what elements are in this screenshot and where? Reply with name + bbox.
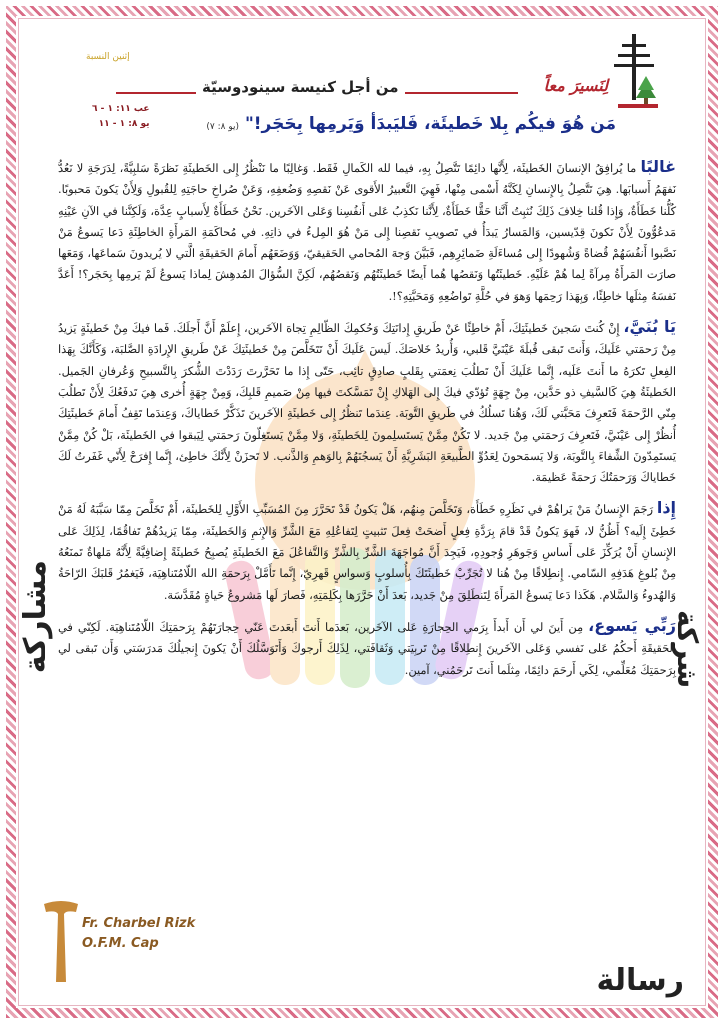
page-title: [206, 114, 616, 134]
author-name: [82, 914, 195, 954]
author-line-2: O.F.M. Cap: [82, 936, 159, 951]
paragraph: [58, 615, 676, 681]
title-text: مَن هُوَ فيكُم بِلا خَطيئَة، فَليَبدَأ وَيَرمِها بِحَجَر!": [244, 114, 616, 134]
side-label-musharaka: مشاركة: [18, 560, 53, 674]
tagline-walk-together: لِنَسيرَ معاً: [543, 76, 608, 95]
author-line-1: Fr. Charbel Rizk: [82, 916, 196, 931]
tau-cross-icon: [42, 898, 80, 988]
paragraph-text: إِنْ كُنتَ سَجينَ خَطيئَتِكَ، أَمْ خاطِئًا عَنْ طَريقِ إِدانَتِكَ وَحُكمِكَ الظّالِمِ تِجاهَ الآخَرين، إِعلَمْ أَنَّ أَجلَكَ. فَما فيكَ مِنْ خَطيئَةٍ يَزيدُ مِنْ رَحمَتي عَلَيكَ، وَأَنتَ تَبقى قُبلَةَ عَيْنَيَّ قَلبي، وَأُريدُ خَلاصَكَ. لَيسَ عَلَيكَ أَنْ تَتَخَلَّصَ مِنْ خَطيئَتِكَ عَنْ طَريقِ الإِرادَةِ الصَّلبَة، وَكَأَنَّكَ بِهَذا الفِعلِ تَكرَهُ ما أَنتَ عَلَيه، إِنَّما عَلَيكَ أَنْ تَطلُبَ نِعمَتي بِقَلبٍ صادِقٍ تائِب، حَتّى إِذا ما تَحَرَّرتَ رَدَدْتَ الشُّكرَ بِالتَّسبيحِ وَعُرفانِ الجَميل. الخَطيئَةُ هِيَ كَالسَّيفِ ذو حَدَّين، مِنْ جِهَةٍ تُؤدّي فيكَ إِلى الهَلاكِ إِنْ تَمَسَّكتَ فيها مِنْ صَميمِ قَلبِكَ، وَمِنْ جِهَةٍ أُخرى هِيَ تَدفَعُكَ لِأَنْ تَطلُبَ مِنّي الرَّحمَةَ فَتَعرِفَ مَحَبَّتي لَكَ، وَهُنا تَسلُكُ في طَريقِ التَّوبَة. عِندَما تَنظُرُ إِلى خَطيئَةِ الآخَرينَ تَذَكَّرْ خَطاياكَ، وَعِندَما تَقِفُ أَمامَ خَطيئَتِكَ أُنظُرْ إِلى عَيْنَيَّ، فَتَعرِفَ رَحمَتي مِنْ جَديد. لا تَكُنْ مِمَّنْ يَستَسلِمونَ لِلخَطيئَةِ، وَلا مِمَّنْ يَستَغِلّونَ رَحمَتي لِيَبقوا في الخَطيئَة، بَلْ كُنْ مِمَّنْ يَستَمِدّونَ الشِّفاءَ بِالتَّوبَة، وَلا يَسمَحونَ لِعَدُوِّ الطَّبيعَةِ البَشَرِيَّةِ أَنْ يَسجُنَهُمْ بِالوَهمِ وَالذَّنب. لا تَحزَنْ لِأَنَّكَ خاطِئ، إِنَّما إِفرَحْ لِأَنّي غَفَرتُ لَكَ خَطاياكَ وَرَحمَتُكَ رَحمَةً عَظيمَة.: [58, 322, 676, 485]
reference-john: يو ٨: ١ - ١١: [98, 119, 150, 129]
cedar-tree-icon: [636, 76, 656, 104]
top-date: إثنين النسبة: [86, 52, 130, 62]
author-signature: [38, 898, 238, 988]
reflection-body: [58, 156, 676, 690]
tagline-synodal-church: من أجل كنيسة سينودوسيّة: [196, 78, 405, 96]
paragraph-text: رَجَمَ الإِنسانُ مَنْ يَراهُمْ في نَظَرِهِ خَطَأَة، وَتَخَلَّصَ مِنهُم، هَلْ يَكونُ قَدْ تَحَرَّرَ مِنَ المُسَبِّبِ الأَوَّلِ لِلخَطيئَة، أَمْ تَخَلَّصَ مِمّا سَبَّبَهُ لَهُ مَنْ خَطِئَ إِلَيه؟ أَظُنُّ لا، فَهوَ يَكونُ قَدْ قامَ بِرَدَّةِ فِعلٍ أَضحَتْ فِعلَ تَثبيتٍ لِتَفاعُلِهِ مَعَ الشَّرِّ وَالإِثمِ وَالخَطيئَة، مِمّا يَزيدُهُمْ تَفاقُمًا، لِذَلِكَ عَلى الإِنسانِ أَنْ يُرَكِّزَ عَلى أَساسِ وَجَوهَرِ وُجودِهِ، فَيَجِدَ أَنَّ مُواجَهَةَ الشَّرِّ بِالشَّرِّ وَالتَّفاعُلَ مَعَ الخَطيئَةِ يُصبِحُ خَطيئَةً إِضافِيَّةً لِأَنَّهُ مَلهاةٌ تَمنَعُهُ مِنْ بُلوغِ هَدَفِهِ السّامي. إِنطِلاقًا مِنْ هُنا لا تُجَرِّبْ خَطيئَتَكَ بِأُسلوبٍ وَسواسٍ قَهرِيّ، إِنَّما تَأَمَّلْ بِرَحمَةِ الله اللّامُتَناهِيَة، فَيَغمُرُ قَلبَكَ الرّاحَةُ وَالهُدوءُ وَالسَّلام. هَكَذا دَعا يَسوعُ المَرأَةَ لِتَنطَلِقَ مِنْ جَديد، بَعدَ أَنْ حَرَّرَها بِكَلِمَتِهِ، فَصارَ لَها مَشروعُ حَياةٍ مُقَدَّسَة.: [58, 503, 676, 602]
paragraph: [58, 497, 676, 605]
scripture-references: [92, 102, 150, 132]
paragraph-lead: يَا بُنَيَّ،: [623, 317, 676, 337]
paragraph: [58, 316, 676, 488]
paragraph-lead: غالبًا: [640, 157, 676, 176]
paragraph-text: مِن أَينَ لي أَن أَبدأَ بِرَمي الحِجارَةِ عَلى الآخَرين، بَعدَما أَنتَ أَبعَدتَ عَنّي حِجارَتَهُمْ بِرَحمَتِكَ اللّامُتَناهِيَة. لَكِنّي في الحَقيقَةِ أَحكُمُ عَلى نَفسي وَعَلى الآخَرينَ إِنطِلاقًا مِنْ تَربِيَتي وَثَقافَتي، لِذَلِكَ أَرجوكَ وَأَتَوَسَّلُكَ أَنْ يَكونَ إِنجيلُكَ مَدرَسَتي وَأَن تَبقى لي بِرَحمَتِكَ مُعَلِّمي، لِكَي أَرحَمَ دائِمًا، مِثلَما أَنتَ تَرحَمُني، آمين.: [58, 620, 676, 677]
patriarchal-cross-icon: [612, 32, 662, 112]
paragraph-lead: رَبِّي يَسوع،: [588, 615, 676, 635]
paragraph-text: ما يُرافِقُ الإنسانَ الخَطيئَة، لِأَنَّها دائِمًا تَتَّصِلُ بِهِ، فيما لله الكَمالِ فَقَط. وَغالِبًا ما نَنْظُرُ إِلى الخَطيئَةِ نَظرَةً سَلبِيَّةً، لِدَرَجَةِ لا نَعُدُّ نَفهَمُ أَسبابَها. هِيَ تَتَّصِلُ بِالإِنسانِ لِكَنَّهُ أَسْمى مِنْها، فَهِيَ التَّعبيرُ الأَقوى عَنْ نَقصِهِ وَضُعفِهِ، وَعَنْ صُراخِ حاجَتِهِ لِلقُبولِ وَلِأَنْ يَكونَ مَحبوبًا. كُلُّنا خَطَأَةٌ، وَإِذا قُلنا خِلافَ ذَلِكَ نُثبِتُ أَنَّنا حَقًّا خَطَأَةٌ، لِأَنَّنا نَكذِبُ عَلى أَنفُسِنا وَعَلى الآخَرين. نَحْنُ خَطَأَةٌ لِأَسبابٍ عِدَّة، وَلَكِنَّنا في الآنِ عَيْنِهِ مَدعُوُّونَ لِأَنْ نَكونَ قِدّيسين، وَالمَسارُ يَبدَأُ في تَصويبِ نَقصِنا إِلى مَنْ هُوَ المِلءُ في ذاتِهِ. في مُحاكَمَةِ المَرأَةِ الخاطِئَةِ دَعا يَسوعُ مَنْ نَصَّبوا أَنفُسَهُمْ قُضاةً وَشُهودًا إِلى مُساءَلَةِ ضَمائِرِهِم، فَبَيَّنَ وَجهَ المُحامي الحَقيقيّ، وَوَضَعَهُم أَمامَ الحَقيقَةِ الَّتي لا يُريدونَ سَماعَها، وَمَعَها صارَت المَرأَةُ مِرآةً لِما هُمْ عَلَيْهِ. خَطيئَتُها وَنَقصُها هُما أَيضًا خَطيئَتُهُم وَنَقصُهُم، لَكِنَّ السُّؤالَ المُدهِشَ لِماذا يَسوعُ لَمْ يَرمِها بِحَجَر؟! أَعَدَّ نَفسَهُ مِثلَها خاطِئًا، وَبِهَذا رَحِمَها وَهوَ في حُلَّةِ تَواضُعِهِ وَمَحَبَّتِهِ؟!.: [58, 162, 676, 303]
header: [56, 30, 668, 140]
paragraph-lead: إِذا: [656, 498, 677, 518]
side-label-sharika: شركة: [671, 610, 704, 689]
side-label-risala: رسالة: [596, 963, 684, 998]
reference-hebrews: عب ١١: ١ - ٦: [92, 104, 150, 114]
title-reference: (يو ٨: ٧): [206, 122, 240, 132]
paragraph: [58, 156, 676, 307]
